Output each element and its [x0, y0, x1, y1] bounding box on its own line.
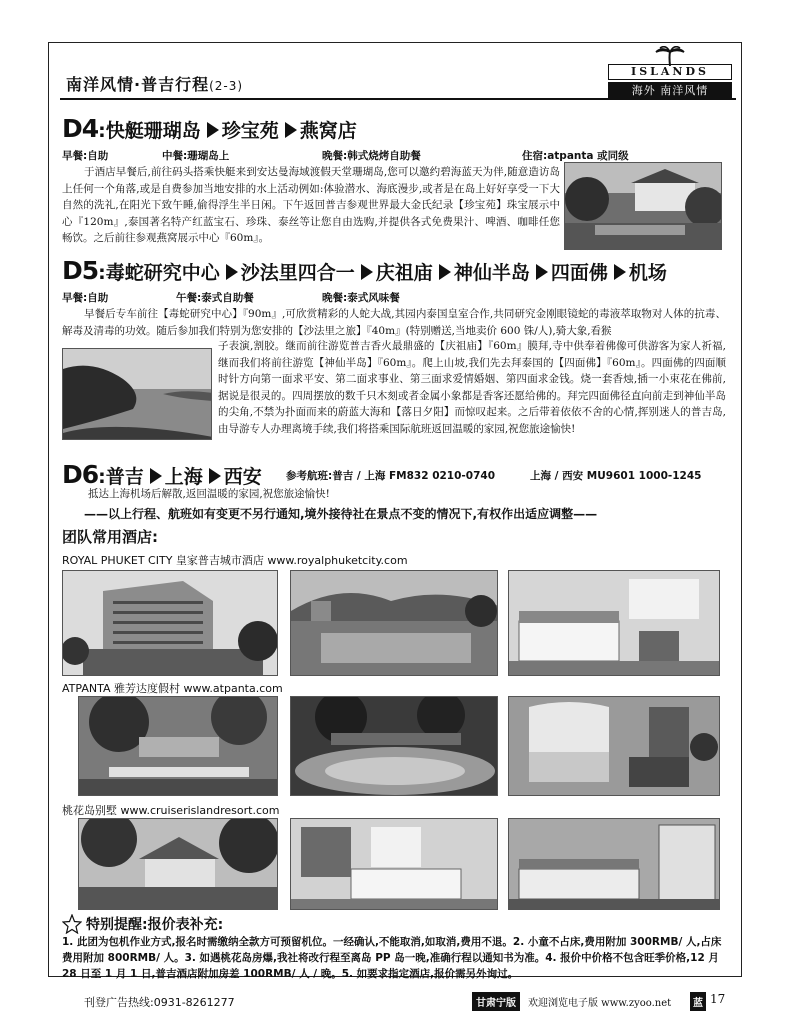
tips-heading: 特别提醒:报价表补充: — [86, 917, 224, 933]
d6-heading — [62, 460, 262, 489]
star-icon — [62, 914, 82, 934]
royal-phuket-room-photo — [508, 570, 720, 676]
royal-phuket-pool-photo — [290, 570, 498, 676]
arrow-right-icon — [150, 468, 162, 484]
d5-stop: 四面佛 — [550, 262, 608, 284]
d4-description: 于酒店早餐后,前往码头搭乘快艇来到安达曼海域渡假天堂珊瑚岛,您可以邀约碧海蓝天为伴,随意造访岛上任何一个角落,或是自费参加当地安排的水上活动例如:体验潜水、海底漫步,或者是在岛上好好享受一下大自然的洗礼,在阳光下致午睡,偷得浮生半日闲。下午返回普吉参观世界最大金氏纪录【珍宝苑】珠宝展示中心『120m』,泰国著名特产红蓝宝石、珍珠、泰丝等让您自由选购,并提供各式免费果汁、啤酒、咖啡任您畅饮。之后前往参观燕窝展示中心『60m』。 — [62, 166, 560, 244]
arrow-right-icon — [226, 264, 238, 280]
villa-bedroom-photo — [290, 818, 498, 910]
page-title-subtitle: (2-3) — [209, 79, 244, 93]
d4-stop: 燕窝店 — [299, 120, 357, 142]
d6-code: D6 — [62, 460, 99, 489]
d4-stop: 快艇珊瑚岛 — [105, 120, 201, 142]
footer-site: 欢迎浏览电子版 www.zyoo.net — [528, 998, 672, 1009]
header-rule — [60, 98, 736, 100]
d5-coast-photo — [62, 348, 212, 440]
d6-flight-1: 参考航班:普吉 / 上海 FM832 0210-0740 — [286, 470, 495, 482]
hotels-heading: 团队常用酒店: — [62, 528, 158, 546]
d6-sep: : — [98, 466, 106, 488]
villa-bedroom-image — [291, 819, 498, 910]
hotel-cruiser-island-name: 桃花岛别墅 www.cruiserislandresort.com — [62, 804, 280, 817]
page-number: 17 — [710, 992, 726, 1006]
d5-stop: 庆祖庙 — [375, 262, 433, 284]
arrow-right-icon — [209, 468, 221, 484]
d5-dinner: 晚餐:泰式风味餐 — [322, 292, 400, 304]
d5-stop: 毒蛇研究中心 — [105, 262, 220, 284]
arrow-right-icon — [361, 264, 373, 280]
d4-resort-photo — [564, 162, 722, 250]
d4-breakfast: 早餐:自助 — [62, 150, 109, 162]
resort-dining-image — [79, 697, 278, 796]
page-title — [66, 72, 243, 95]
d5-stop: 沙法里四合一 — [240, 262, 355, 284]
villa-room-image — [509, 819, 720, 910]
arrow-right-icon — [207, 122, 219, 138]
d5-description-side: 子表演,割胶。继而前往游览普吉香火最鼎盛的【庆祖庙】『60m』膜拜,寺中供奉着佛像可供游客为家人祈福,继而我们将前往游览【神仙半岛】『60m』。爬上山坡,我们先去拜泰国的【四面佛】『60m』。四面佛的四面顺时针方向第一面求平安、第二面求事业、第三面求爱情婚姻、第四面求金钱。烧一套香烛,插一小束花在佛前,据说是很灵的。四周摆放的数千只木刻或者金属小象都是香客还愿给佛的。拜完四面佛径直向前走到神仙半岛的尖角,不禁为扑面而来的蔚蓝大海和【落日夕阳】而惊叹起来。之后带着依依不舍的心情,挥别迷人的普吉岛,由导游专人办理离境手续,我们将搭乘国际航班返回温暖的家园,祝您旅途愉快! — [218, 340, 726, 435]
d5-code: D5 — [62, 256, 99, 285]
d4-sep: : — [98, 120, 106, 142]
villa-room-photo — [508, 818, 720, 910]
tips-text: 1. 此团为包机作业方式,报名时需缴纳全款方可预留机位。一经确认,不能取消,如取消,费用不退。2. 小童不占床,费用附加 300RMB/ 人,占床费用附加 800RMB/ 人。3. 如遇桃花岛房爆,我社将改行程至离岛 PP 岛一晚,准确行程以通知书为准。4. 报价中价格不包含旺季价格,12 月 28 日至 1 月 1 日,普吉酒店附加房差 100RMB/ 人 / 晚。5. 如要求指定酒店,报价需另外询过。 — [62, 936, 722, 980]
d6-stop: 西安 — [223, 466, 262, 488]
d6-flight-2: 上海 / 西安 MU9601 1000-1245 — [530, 470, 702, 482]
footer-brand: 甘肃宁版 — [472, 992, 520, 1011]
d4-lunch: 中餐:珊瑚岛上 — [162, 150, 230, 162]
d4-code: D4 — [62, 114, 99, 143]
d5-stop: 神仙半岛 — [453, 262, 530, 284]
atpanta-room-photo — [508, 696, 720, 796]
arrow-right-icon — [439, 264, 451, 280]
d4-hotel: 住宿:atpanta 或同级 — [522, 150, 629, 162]
hotel-pool-image — [291, 571, 498, 676]
villa-exterior-photo — [78, 818, 278, 910]
palm-tree-icon — [654, 46, 686, 66]
page-tag: 蓝 — [690, 992, 706, 1011]
coastline-image — [63, 349, 212, 440]
d5-breakfast: 早餐:自助 — [62, 292, 109, 304]
d5-description-top: 早餐后专车前往【毒蛇研究中心】『90m』,可欣赏精彩的人蛇大战,其园内泰国皇室合作,共同研究金刚眼镜蛇的毒液萃取物对人体的抗毒、解毒及清毒的功效。随后参加我们特别为您安排的【沙法里之旅】『40m』(特别赠送,当地卖价 600 铢/人),骑大象,看猴 — [62, 308, 726, 337]
d6-stop: 上海 — [164, 466, 203, 488]
arrow-right-icon — [614, 264, 626, 280]
d4-dinner: 晚餐:韩式烧烤自助餐 — [322, 150, 421, 162]
night-pool-image — [291, 697, 498, 796]
d5-heading — [62, 256, 667, 285]
d5-stop: 机场 — [628, 262, 667, 284]
logo-islands-text: ISLANDS — [608, 64, 732, 80]
d6-description: 抵达上海机场后解散,返回温暖的家园,祝您旅途愉快! — [88, 488, 330, 500]
itinerary-notice: ——以上行程、航班如有变更不另行通知,境外接待社在景点不变的情况下,有权作出适应调整—— — [84, 507, 598, 521]
arrow-right-icon — [536, 264, 548, 280]
ad-hotline: 刊登广告热线:0931-8261277 — [84, 996, 235, 1009]
atpanta-dining-photo — [78, 696, 278, 796]
hotel-building-image — [63, 571, 278, 676]
islands-logo — [604, 46, 734, 104]
royal-phuket-building-photo — [62, 570, 278, 676]
atpanta-pool-photo — [290, 696, 498, 796]
d4-heading — [62, 114, 357, 143]
resort-garden-image — [565, 163, 722, 250]
arrow-right-icon — [285, 122, 297, 138]
villa-exterior-image — [79, 819, 278, 910]
d4-stop: 珍宝苑 — [221, 120, 279, 142]
hotel-royal-phuket-name: ROYAL PHUKET CITY 皇家普吉城市酒店 www.royalphuketcity.com — [62, 554, 408, 567]
hotel-room-image — [509, 571, 720, 676]
d5-sep: : — [98, 262, 106, 284]
canopy-bed-image — [509, 697, 720, 796]
hotel-atpanta-name: ATPANTA 雅芳达度假村 www.atpanta.com — [62, 682, 283, 695]
d5-lunch: 午餐:泰式自助餐 — [176, 292, 254, 304]
page-title-text: 南洋风情·普吉行程 — [66, 75, 210, 94]
logo-bar-text: 海外 南洋风情 — [608, 82, 732, 100]
d6-stop: 普吉 — [105, 466, 144, 488]
